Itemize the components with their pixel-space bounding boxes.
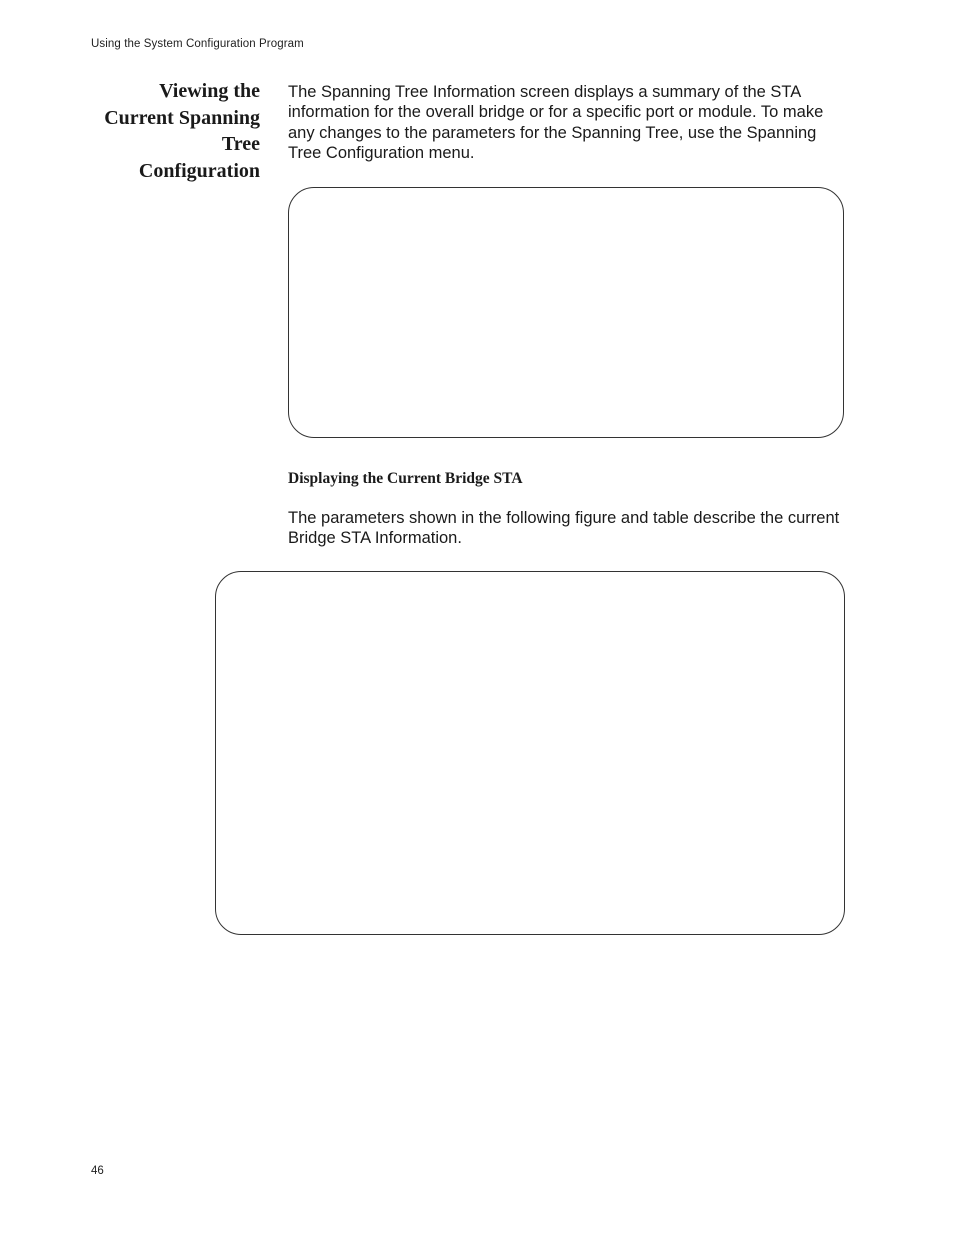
spanning-tree-info-screen-figure (288, 187, 844, 438)
subsection-heading: Displaying the Current Bridge STA (288, 470, 523, 487)
section-heading-line: Configuration (138, 159, 260, 182)
page-number: 46 (91, 1165, 104, 1177)
section-heading-line: Viewing the (159, 80, 260, 102)
section-heading-line: Tree (221, 133, 260, 155)
intro-paragraph: The Spanning Tree Information screen displays a summary of the STA information for the overall bridge or for a specific port or module. To make any changes to the parameters for the Spanning Tree, use the Spanning Tree Configuration menu. (288, 83, 824, 163)
subsection-paragraph: The parameters shown in the following figure and table describe the current Bridge STA Information. (288, 509, 840, 548)
section-heading (60, 78, 260, 184)
bridge-sta-info-screen-figure (215, 571, 845, 935)
section-heading-line: Current Spanning (104, 106, 260, 129)
running-header: Using the System Configuration Program (91, 38, 304, 50)
